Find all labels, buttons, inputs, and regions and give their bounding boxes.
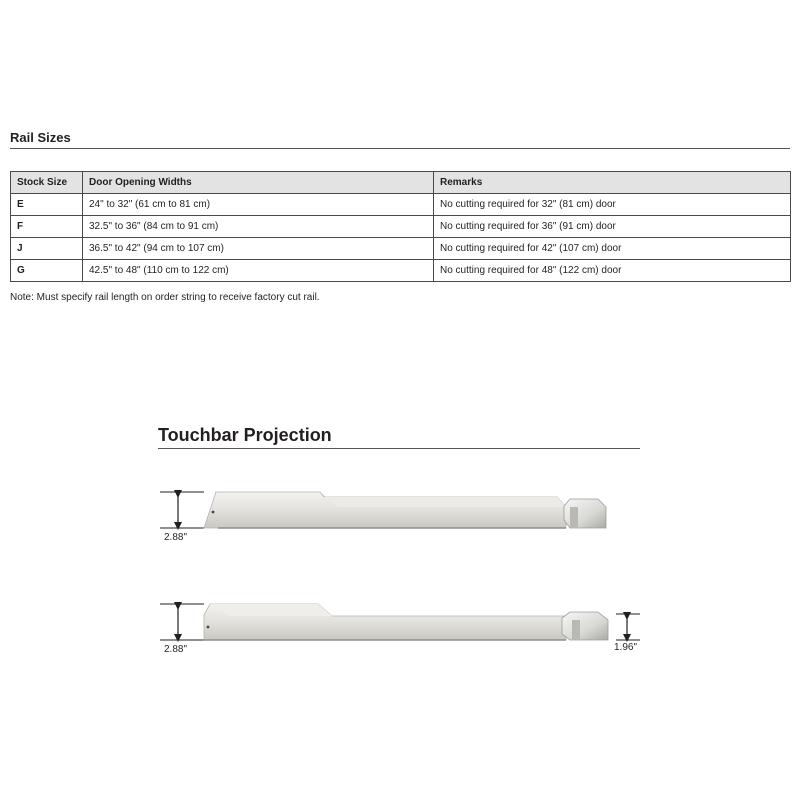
bottom-projection-label: 2.88"	[164, 644, 188, 655]
touchbar-projection-title: Touchbar Projection	[158, 425, 640, 449]
door-width-cell: 32.5" to 36" (84 cm to 91 cm)	[83, 216, 434, 238]
header-stock-size: Stock Size	[11, 172, 83, 194]
door-width-cell: 24" to 32" (61 cm to 81 cm)	[83, 194, 434, 216]
door-width-cell: 42.5" to 48" (110 cm to 122 cm)	[83, 260, 434, 282]
stock-size-cell: G	[11, 260, 83, 282]
remarks-cell: No cutting required for 42" (107 cm) door	[434, 238, 791, 260]
remarks-cell: No cutting required for 32" (81 cm) door	[434, 194, 791, 216]
remarks-cell: No cutting required for 36" (91 cm) door	[434, 216, 791, 238]
door-width-cell: 36.5" to 42" (94 cm to 107 cm)	[83, 238, 434, 260]
stock-size-cell: E	[11, 194, 83, 216]
header-door-opening-widths: Door Opening Widths	[83, 172, 434, 194]
stock-size-cell: F	[11, 216, 83, 238]
remarks-cell: No cutting required for 48" (122 cm) door	[434, 260, 791, 282]
rail-sizes-title: Rail Sizes	[10, 130, 790, 149]
top-projection-label: 2.88"	[164, 532, 188, 543]
touchbar-bottom-diagram	[160, 604, 640, 640]
stock-size-cell: J	[11, 238, 83, 260]
touchbar-top-diagram	[160, 492, 606, 528]
end-cap-projection-label: 1.96"	[614, 642, 638, 653]
rail-note: Note: Must specify rail length on order string to receive factory cut rail.	[10, 292, 320, 303]
header-remarks: Remarks	[434, 172, 791, 194]
